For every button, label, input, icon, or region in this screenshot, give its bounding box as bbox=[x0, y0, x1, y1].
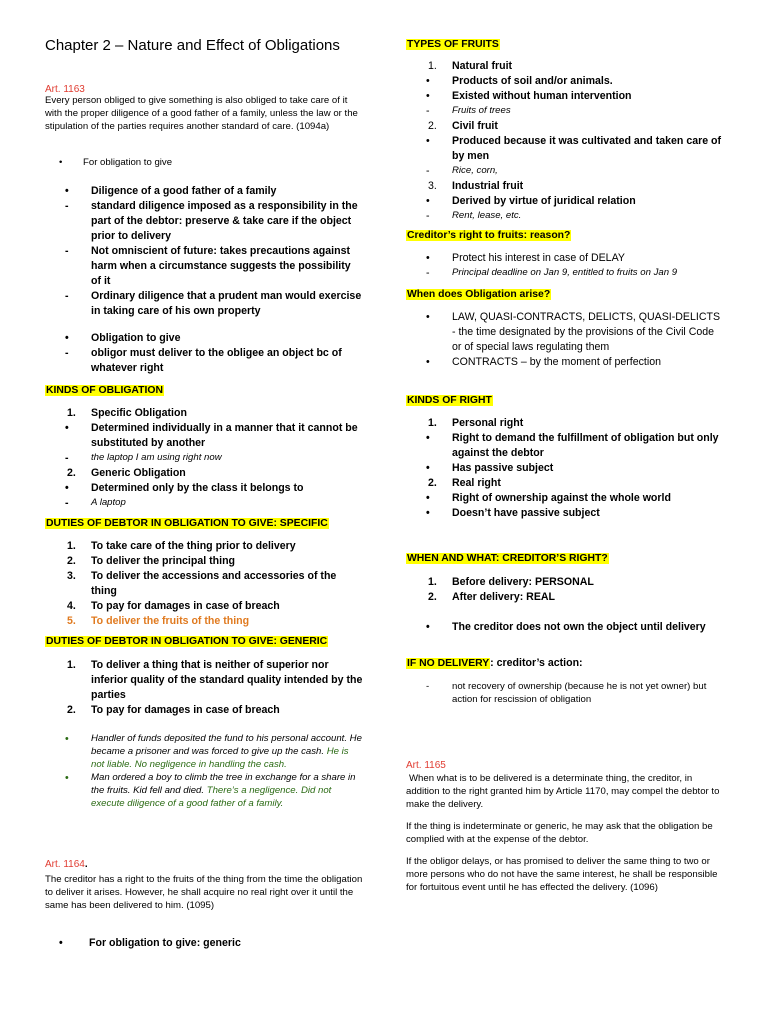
list-item bbox=[406, 104, 724, 119]
list-marker: 2. bbox=[67, 467, 76, 479]
art-1164-text: The creditor has a right to the fruits of the thing from the time the obligation to deliver it arises. However, he shall acquire no real right over it until the same has been delivered to him. (1095) bbox=[45, 874, 363, 911]
list-text: Doesn’t have passive subject bbox=[452, 507, 600, 519]
list-marker: 1. bbox=[428, 417, 437, 429]
list-text: Derived by virtue of juridical relation bbox=[452, 195, 636, 207]
list-text: To deliver a thing that is neither of superior nor inferior quality of the standard quality intended by the parties bbox=[91, 659, 363, 701]
list-item bbox=[45, 199, 363, 244]
list-text: To deliver the principal thing bbox=[91, 555, 236, 567]
list-text: To pay for damages in case of breach bbox=[91, 600, 280, 612]
list-marker: - bbox=[426, 210, 430, 222]
list-marker: • bbox=[426, 507, 430, 519]
list-marker: • bbox=[426, 195, 430, 207]
list-item bbox=[45, 451, 363, 466]
list-text: Rent, lease, etc. bbox=[452, 210, 522, 221]
list-text: Products of soil and/or animals. bbox=[452, 75, 613, 87]
cases-list bbox=[45, 732, 363, 810]
obligation-to-give-list bbox=[45, 331, 363, 376]
list-marker: • bbox=[426, 492, 430, 504]
list-item bbox=[406, 310, 724, 355]
list-item bbox=[45, 569, 363, 599]
list-text: Industrial fruit bbox=[452, 180, 524, 192]
list-item bbox=[406, 416, 724, 431]
list-marker: - bbox=[65, 290, 69, 302]
kinds-right-list bbox=[406, 416, 724, 521]
list-marker: 5. bbox=[67, 615, 76, 627]
list-text: Man ordered a boy to climb the tree in exchange for a share in the fruits. Kid fell and died. There’s a negligence. Did not execute diligence of a good father of a family. bbox=[91, 772, 356, 809]
for-obligation-bullet: • For obligation to give bbox=[59, 157, 173, 168]
list-item bbox=[45, 289, 363, 319]
list-item bbox=[45, 184, 363, 199]
list-text: Generic Obligation bbox=[91, 467, 186, 479]
list-marker: 1. bbox=[67, 659, 76, 671]
list-marker: - bbox=[426, 165, 430, 177]
no-delivery-heading: IF NO DELIVERY: creditor’s action: bbox=[407, 657, 583, 669]
list-marker: • bbox=[65, 772, 69, 784]
list-item bbox=[406, 209, 724, 224]
list-text: To deliver the fruits of the thing bbox=[91, 615, 250, 627]
list-text: Diligence of a good father of a family bbox=[91, 185, 277, 197]
duties-specific-list bbox=[45, 539, 363, 629]
list-text: After delivery: REAL bbox=[452, 591, 556, 603]
list-item bbox=[45, 481, 363, 496]
list-marker: 2. bbox=[428, 120, 437, 132]
art-1163-label: Art. 1163 bbox=[45, 84, 85, 95]
list-item bbox=[406, 506, 724, 521]
art-1164-label: Art. 1164. bbox=[45, 859, 88, 870]
list-item bbox=[45, 732, 363, 771]
list-text: Right to demand the fulfillment of obligation but only against the debtor bbox=[452, 432, 719, 459]
for-generic-bullet: • For obligation to give: generic bbox=[59, 937, 241, 949]
list-item bbox=[406, 355, 724, 370]
list-marker: - bbox=[65, 497, 69, 509]
creditor-list bbox=[406, 251, 724, 281]
list-text: Has passive subject bbox=[452, 462, 554, 474]
kinds-right-heading: KINDS OF RIGHT bbox=[407, 395, 492, 406]
list-item bbox=[406, 266, 724, 281]
kinds-heading: KINDS OF OBLIGATION bbox=[46, 385, 163, 396]
list-item bbox=[45, 658, 363, 703]
list-marker: 1. bbox=[428, 60, 437, 72]
list-text: Ordinary diligence that a prudent man would exercise in taking care of his own property bbox=[91, 290, 362, 317]
list-marker: 3. bbox=[428, 180, 437, 192]
list-text: Specific Obligation bbox=[91, 407, 187, 419]
list-text: Determined only by the class it belongs to bbox=[91, 482, 304, 494]
list-marker: 2. bbox=[428, 591, 437, 603]
list-item bbox=[45, 703, 363, 718]
list-marker: 1. bbox=[428, 576, 437, 588]
list-marker: 1. bbox=[67, 407, 76, 419]
list-item bbox=[45, 554, 363, 569]
list-marker: • bbox=[426, 75, 430, 87]
list-text: Principal deadline on Jan 9, entitled to fruits on Jan 9 bbox=[452, 267, 678, 278]
list-text: obligor must deliver to the obligee an object bc of whatever right bbox=[91, 347, 342, 374]
list-item bbox=[45, 244, 363, 289]
list-item bbox=[406, 251, 724, 266]
list-item bbox=[406, 461, 724, 476]
types-list bbox=[406, 59, 724, 224]
list-item bbox=[406, 590, 724, 605]
list-text: Handler of funds deposited the fund to his personal account. He became a prisoner and was forced to give up the cash. He is not liable. No negligence in handling the cash. bbox=[91, 733, 362, 770]
list-text: CONTRACTS – by the moment of perfection bbox=[452, 356, 662, 368]
list-marker: 1. bbox=[67, 540, 76, 552]
list-item bbox=[45, 331, 363, 346]
list-marker: • bbox=[426, 252, 430, 264]
list-item bbox=[406, 164, 724, 179]
list-text: Obligation to give bbox=[91, 332, 181, 344]
list-text: Existed without human intervention bbox=[452, 90, 632, 102]
list-item bbox=[45, 421, 363, 451]
list-marker: • bbox=[426, 356, 430, 368]
list-text: To take care of the thing prior to delivery bbox=[91, 540, 296, 552]
page-title: Chapter 2 – Nature and Effect of Obligations bbox=[45, 37, 340, 54]
verdict-text: There’s a negligence. Did not execute diligence of a good father of a family. bbox=[91, 785, 332, 809]
list-text: To deliver the accessions and accessories of the thing bbox=[91, 570, 337, 597]
list-item bbox=[45, 771, 363, 810]
list-text: To pay for damages in case of breach bbox=[91, 704, 280, 716]
list-text: Right of ownership against the whole world bbox=[452, 492, 671, 504]
list-text: A laptop bbox=[91, 497, 126, 508]
list-marker: 2. bbox=[428, 477, 437, 489]
list-item bbox=[45, 346, 363, 376]
list-text: Personal right bbox=[452, 417, 524, 429]
list-item bbox=[406, 575, 724, 590]
list-text: Protect his interest in case of DELAY bbox=[452, 252, 625, 264]
list-item bbox=[45, 466, 363, 481]
verdict-text: He is not liable. No negligence in handling the cash. bbox=[91, 746, 349, 770]
list-marker: 4. bbox=[67, 600, 76, 612]
list-marker: • bbox=[426, 432, 430, 444]
list-item bbox=[406, 74, 724, 89]
list-text: Determined individually in a manner that it cannot be substituted by another bbox=[91, 422, 358, 449]
list-text: Rice, corn, bbox=[452, 165, 498, 176]
list-marker: • bbox=[65, 733, 69, 745]
list-item bbox=[406, 491, 724, 506]
list-text: the laptop I am using right now bbox=[91, 452, 222, 463]
art-1165-p1: When what is to be delivered is a determinate thing, the creditor, in addition to the right granted him by Article 1170, may compel the debtor to make the delivery. bbox=[406, 773, 720, 810]
list-marker: • bbox=[65, 482, 69, 494]
list-item bbox=[406, 59, 724, 74]
duties-generic-list bbox=[45, 658, 363, 718]
list-text: Produced because it was cultivated and taken care of by men bbox=[452, 135, 722, 162]
list-marker: - bbox=[65, 347, 69, 359]
art-1163-text: Every person obliged to give something is also obliged to take care of it with the proper diligence of a good father of a family, unless the law or the stipulation of the parties requires another standard of care. (1094a) bbox=[45, 95, 358, 132]
no-delivery-item: - not recovery of ownership (because he is not yet owner) but action for rescission of obligation bbox=[426, 681, 707, 705]
art-1165-p2: If the thing is indeterminate or generic, he may ask that the obligation be complied with at the expense of the debtor. bbox=[406, 821, 713, 845]
list-item bbox=[406, 119, 724, 134]
list-item bbox=[406, 431, 724, 461]
list-marker: • bbox=[65, 332, 69, 344]
not-own-bullet: • The creditor does not own the object until delivery bbox=[426, 621, 706, 633]
when-heading: WHEN AND WHAT: CREDITOR’S RIGHT? bbox=[407, 553, 608, 564]
list-marker: • bbox=[426, 135, 430, 147]
list-item bbox=[406, 476, 724, 491]
list-marker: - bbox=[65, 200, 69, 212]
list-item bbox=[406, 194, 724, 209]
list-marker: • bbox=[65, 422, 69, 434]
list-item bbox=[406, 134, 724, 164]
creditor-heading: Creditor’s right to fruits: reason? bbox=[407, 230, 571, 241]
list-marker: 2. bbox=[67, 555, 76, 567]
list-text: Natural fruit bbox=[452, 60, 513, 72]
list-text: Before delivery: PERSONAL bbox=[452, 576, 594, 588]
list-item bbox=[406, 89, 724, 104]
list-item bbox=[45, 539, 363, 554]
list-text: Civil fruit bbox=[452, 120, 498, 132]
art-1165-label: Art. 1165 bbox=[406, 760, 446, 771]
list-text: Not omniscient of future: takes precautions against harm when a circumstance suggests the possibility of it bbox=[91, 245, 351, 287]
list-item bbox=[45, 406, 363, 421]
list-marker: - bbox=[426, 267, 430, 279]
list-item bbox=[45, 599, 363, 614]
list-item bbox=[45, 614, 363, 629]
art-1165-p3: If the obligor delays, or has promised to deliver the same thing to two or more persons who do not have the same interest, he shall be responsible for fortuitous event until he has effected the delivery. (1096) bbox=[406, 856, 718, 893]
duties-generic-heading: DUTIES OF DEBTOR IN OBLIGATION TO GIVE: GENERIC bbox=[46, 636, 328, 647]
when-list bbox=[406, 575, 724, 605]
kinds-list bbox=[45, 406, 363, 511]
list-marker: 2. bbox=[67, 704, 76, 716]
list-text: Fruits of trees bbox=[452, 105, 511, 116]
list-marker: - bbox=[426, 105, 430, 117]
arise-heading: When does Obligation arise? bbox=[407, 289, 551, 300]
list-marker: • bbox=[426, 90, 430, 102]
diligence-list bbox=[45, 184, 363, 319]
types-heading: TYPES OF FRUITS bbox=[407, 39, 499, 50]
arise-list bbox=[406, 310, 724, 370]
list-marker: • bbox=[65, 185, 69, 197]
list-text: standard diligence imposed as a responsibility in the part of the debtor: preserve & take care if the object prior to delivery bbox=[91, 200, 358, 242]
list-text: LAW, QUASI-CONTRACTS, DELICTS, QUASI-DELICTS - the time designated by the provisions of the Civil Code or of special laws regulating them bbox=[452, 311, 721, 353]
list-marker: - bbox=[65, 245, 69, 257]
list-marker: • bbox=[426, 311, 430, 323]
list-marker: • bbox=[426, 462, 430, 474]
list-item bbox=[406, 179, 724, 194]
duties-specific-heading: DUTIES OF DEBTOR IN OBLIGATION TO GIVE: SPECIFIC bbox=[46, 518, 328, 529]
list-marker: 3. bbox=[67, 570, 76, 582]
list-item bbox=[45, 496, 363, 511]
list-text: Real right bbox=[452, 477, 501, 489]
list-marker: - bbox=[65, 452, 69, 464]
